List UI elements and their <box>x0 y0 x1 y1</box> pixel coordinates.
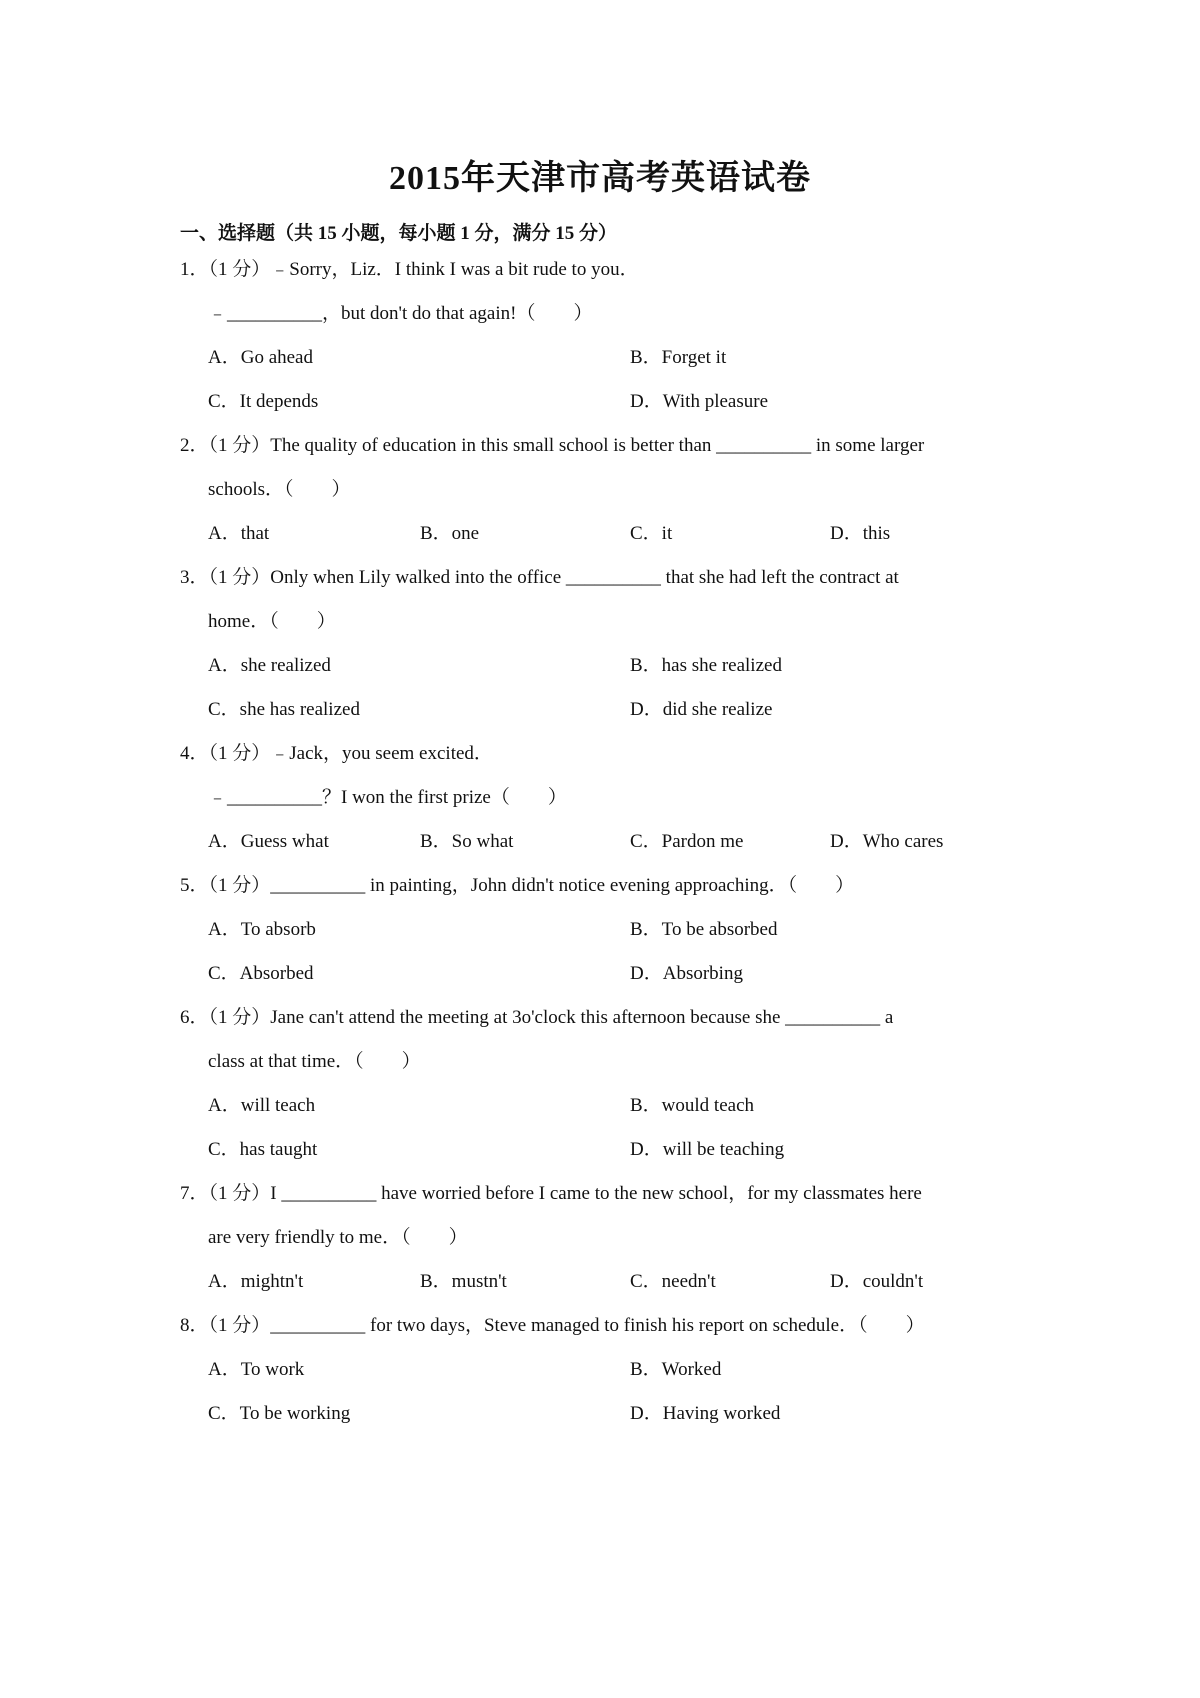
question-5-option-c: C．Absorbed <box>208 963 314 984</box>
question-1-stem-cont: ﹣__________，but don't do that again!（ ） <box>208 303 593 324</box>
question-2-option-d: D．this <box>830 523 891 544</box>
question-1-option-d: D．With pleasure <box>630 391 769 412</box>
question-8-option-a: A．To work <box>208 1359 305 1380</box>
question-8-option-b: B．Worked <box>630 1359 722 1380</box>
question-3-option-b: B．has she realized <box>630 655 782 676</box>
question-5-option-d: D．Absorbing <box>630 963 743 984</box>
question-7-stem-cont: are very friendly to me．（ ） <box>208 1227 468 1248</box>
page-title: 2015年天津市高考英语试卷 <box>389 160 811 197</box>
question-4-option-a: A．Guess what <box>208 831 329 852</box>
question-6-option-d: D．will be teaching <box>630 1139 785 1160</box>
question-2-stem-cont: schools．（ ） <box>208 479 351 500</box>
question-6-stem-cont: class at that time．（ ） <box>208 1051 421 1072</box>
question-3-stem-cont: home．（ ） <box>208 611 336 632</box>
question-5-option-b: B．To be absorbed <box>630 919 778 940</box>
question-2-option-b: B．one <box>420 523 480 544</box>
question-8-option-c: C．To be working <box>208 1403 351 1424</box>
question-4-stem: 4．（1 分）﹣Jack，you seem excited． <box>180 743 493 764</box>
question-7-option-b: B．mustn't <box>420 1271 507 1292</box>
question-2-stem: 2．（1 分）The quality of education in this small school is better than __________ in some larger <box>180 435 925 456</box>
question-4-option-b: B．So what <box>420 831 514 852</box>
question-7-option-d: D．couldn't <box>830 1271 924 1292</box>
question-1-option-c: C．It depends <box>208 391 319 412</box>
question-2-option-a: A．that <box>208 523 270 544</box>
question-6-option-c: C．has taught <box>208 1139 318 1160</box>
question-5-option-a: A．To absorb <box>208 919 316 940</box>
question-4-option-d: D．Who cares <box>830 831 944 852</box>
question-2-option-c: C．it <box>630 523 673 544</box>
question-3-option-c: C．she has realized <box>208 699 360 720</box>
question-8-stem: 8．（1 分）__________ for two days，Steve managed to finish his report on schedule．（ ） <box>180 1315 925 1336</box>
question-1-option-b: B．Forget it <box>630 347 727 368</box>
question-3-option-a: A．she realized <box>208 655 331 676</box>
question-7-option-a: A．mightn't <box>208 1271 304 1292</box>
section-heading: 一、选择题（共 15 小题，每小题 1 分，满分 15 分） <box>180 223 618 244</box>
question-6-stem: 6．（1 分）Jane can't attend the meeting at 3o'clock this afternoon because she __________ a <box>180 1007 894 1028</box>
question-4-stem-cont: ﹣__________？I won the first prize（ ） <box>208 787 567 808</box>
question-7-option-c: C．needn't <box>630 1271 716 1292</box>
question-3-stem: 3．（1 分）Only when Lily walked into the office __________ that she had left the contract at <box>180 567 899 588</box>
question-8-option-d: D．Having worked <box>630 1403 781 1424</box>
question-1-option-a: A．Go ahead <box>208 347 313 368</box>
question-3-option-d: D．did she realize <box>630 699 773 720</box>
question-6-option-b: B．would teach <box>630 1095 755 1116</box>
question-1-stem: 1．（1 分）﹣Sorry，Liz．I think I was a bit rude to you． <box>180 259 639 280</box>
question-7-stem: 7．（1 分）I __________ have worried before I came to the new school，for my classmates here <box>180 1183 922 1204</box>
question-6-option-a: A．will teach <box>208 1095 316 1116</box>
question-4-option-c: C．Pardon me <box>630 831 744 852</box>
question-5-stem: 5．（1 分）__________ in painting，John didn't notice evening approaching．（ ） <box>180 875 855 896</box>
